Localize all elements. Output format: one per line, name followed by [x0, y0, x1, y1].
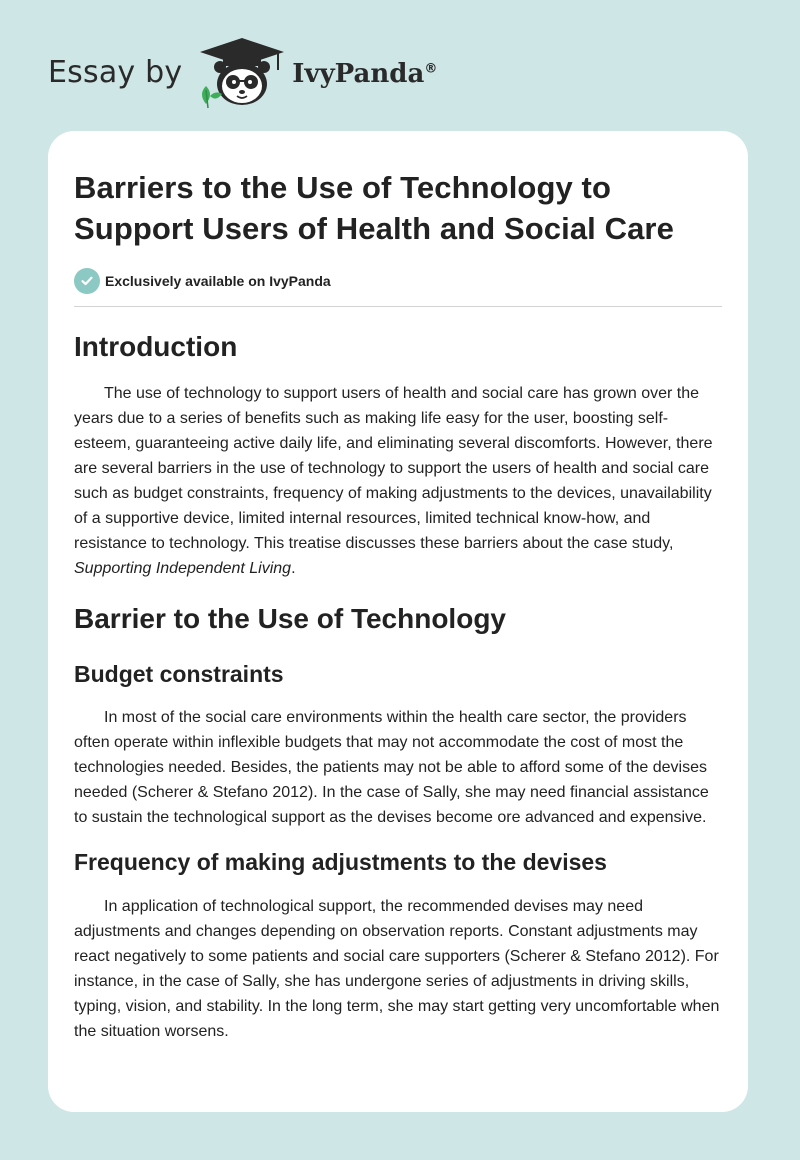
intro-heading: Introduction — [74, 331, 238, 362]
article-card — [48, 131, 748, 1112]
budget-heading: Budget constraints — [74, 661, 284, 687]
brand-prefix: Essay by — [48, 54, 183, 90]
intro-paragraph: The use of technology to support users of health and social care has grown over the years due to a series of benefits such as making life easy for the user, boosting self-esteem, guaranteeing active daily life, and eliminating several discomforts. However, there are several barriers in the use of technology to support the users of health and social care such as budget constraints, frequency of making adjustments to the devices, unavailability of a supportive device, limited internal resources, limited technical know-how, and resistance to technology. This treatise discusses these barriers about the case study, Supporting Independent Living. — [74, 385, 713, 577]
article-title: Barriers to the Use of Technology to Support Users of Health and Social Care — [74, 170, 674, 246]
barrier-heading: Barrier to the Use of Technology — [74, 603, 506, 634]
panda-graduate-icon — [196, 34, 288, 110]
brand-header — [48, 34, 437, 110]
brand-name: IvyPanda® — [292, 59, 438, 89]
divider — [74, 306, 722, 307]
exclusive-badge — [74, 268, 722, 294]
budget-paragraph: In most of the social care environments within the health care sector, the providers often operate within inflexible budgets that may not accommodate the cost of most the technologies needed. Besides, the patients may not be able to afford some of the devises needed (Scherer & Stefano 2012). In the case of Sally, she may need financial assistance to sustain the technological support as the devises become ore advanced and expensive. — [74, 709, 709, 826]
frequency-heading: Frequency of making adjustments to the devises — [74, 849, 607, 875]
check-circle-icon — [74, 268, 100, 294]
frequency-paragraph: In application of technological support, the recommended devises may need adjustments and changes depending on observation reports. Constant adjustments may react negatively to some patients and social care supporters (Scherer & Stefano 2012). For instance, in the case of Sally, she has undergone series of adjustments in driving skills, typing, vision, and stability. In the long term, she may start getting very uncomfortable when the situation worsens. — [74, 898, 720, 1040]
badge-text: Exclusively available on IvyPanda — [105, 273, 331, 289]
